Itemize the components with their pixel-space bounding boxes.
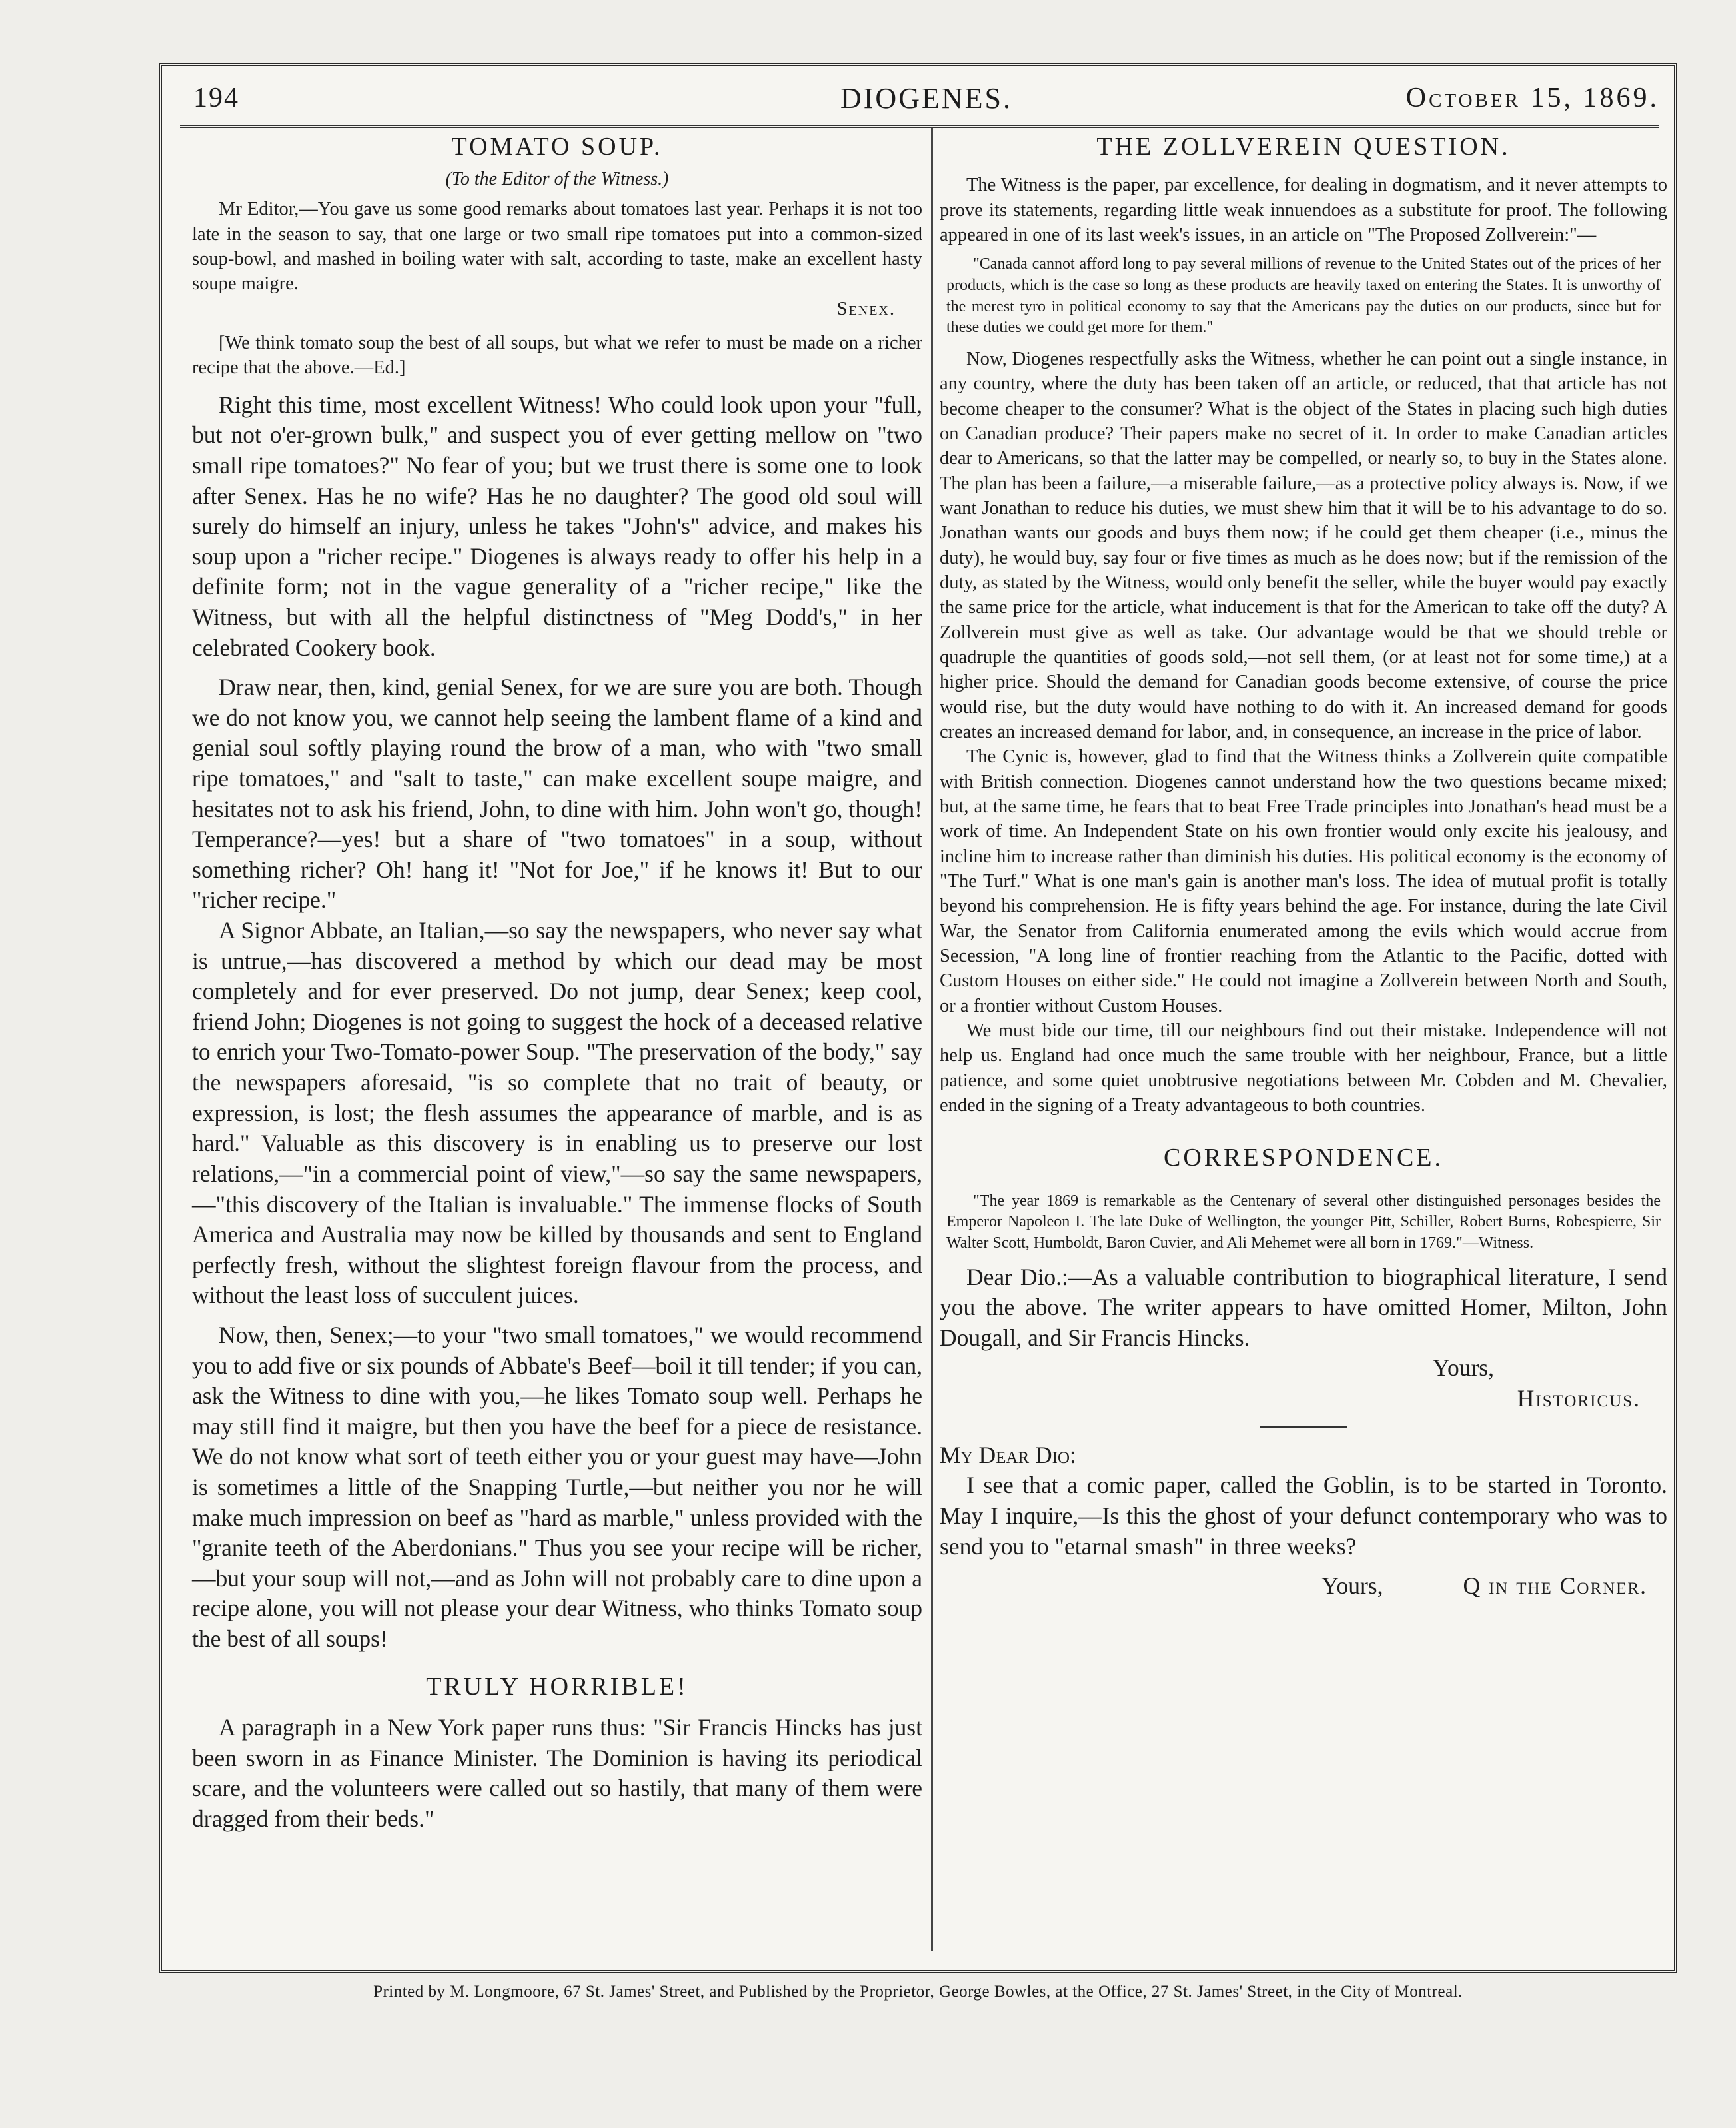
tomato-paragraph-3: A Signor Abbate, an Italian,—so say the newspapers, who never say what is untrue,—has discovered a method by which our dead may be most completely and for ever preserved. Do not jump, dear Senex; keep cool, friend John; Diogenes is not going to suggest the hock of a deceased relative to enrich your Two-Tomato-power Soup. "The preservation of the body," say the newspapers aforesaid, "is so complete that no trait of beauty, or expression, is lost; the flesh assumes the appearance of marble, and is as hard." Valuable as this discovery is in enabling us to preserve our lost relations,—"in a commercial point of view,"—so say the same newspapers,—"this discovery of the Italian is invaluable." The immense flocks of South America and Australia may now be killed by thousands and sent to England perfectly fresh, without the slightest foreign flavour from the process, and without the least loss of succulent juices. (192, 917, 922, 1309)
correspondence-quote: "The year 1869 is remarkable as the Centenary of several other distinguished personages besides the Emperor Napoleon I. The late Duke of Wellington, the younger Pitt, Schiller, Robert Burns, Robespierre, Sir Walter Scott, Humboldt, Baron Cuvier, and Ali Mehemet were all born in 1769."—Witness. (946, 1192, 1661, 1252)
historicus-signature: Historicus. (1517, 1385, 1641, 1412)
column-divider (931, 128, 933, 1951)
zollverein-quote: "Canada cannot afford long to pay several millions of revenue to the United States out of the prices of her products, which is the case so long as these products are heavily taxed on entering the States. It is unworthy of the merest tyro in political economy to say that the Americans pay the duties on our products, since but for these duties we could get more for them." (946, 255, 1661, 337)
truly-horrible-paragraph: A paragraph in a New York paper runs thus: "Sir Francis Hincks has just been sworn in as Finance Minister. The Dominion is having its periodical scare, and the volunteers were called out so hastily, that many of them were dragged from their beds." (192, 1714, 922, 1832)
editor-note: [We think tomato soup the best of all soups, but what we refer to must be made on a richer recipe that the above.—Ed.] (192, 333, 922, 379)
zollverein-paragraph-1: Now, Diogenes respectfully asks the Witness, whether he can point out a single instance, in any country, where the duty has been taken off an article, or reduced, that that article has not become cheaper to the consumer? What is the object of the States in placing such high duties on Canadian produce? Their papers make no secret of it. In order to make Canadian articles dear to Americans, so that the latter may be compelled, or nearly so, to buy in the States alone. The plan has been a failure,—a miserable failure,—as a protective policy always is. Now, if we want Jonathan to reduce his duties, we must shew him that it will be to his advantage to do so. Jonathan wants our goods and buys them now; if he could get them cheaper (i.e., minus the duty), he would buy, say four or five times as much as he does now; but if the remission of the duty, as stated by the Witness, would only benefit the seller, while the buyer would pay exactly the same price for the article, what inducement is that for the American to take off the duty? A Zollverein must give as well as take. Our advantage would be that we should treble or quadruple the quantities of goods sold,—not sell them, (or at least not for some time,) at a higher price. Should the demand for Canadian goods become extensive, of course the price would rise, but the duty would have nothing to do with it. An increased demand for goods creates an increased demand for labor, and, in consequence, an increase in the price of labor. (940, 349, 1667, 742)
q-close: Yours, (1321, 1572, 1383, 1599)
q-letter: I see that a comic paper, called the Goblin, is to be started in Toronto. May I inquire,—Is this the ghost of your defunct contemporary who was to send you to "etarnal smash" in three weeks? (940, 1472, 1667, 1560)
senex-letter: Mr Editor,—You gave us some good remarks about tomatoes last year. Perhaps it is not too late in the season to say, that one large or two small ripe tomatoes put into a common-sized soup-bowl, and mashed in boiling water with salt, according to taste, make an excellent hasty soupe maigre. (192, 199, 922, 295)
historicus-letter: Dear Dio.:—As a valuable contribution to biographical literature, I send you the above. The writer appears to have omitted Homer, Milton, John Dougall, and Sir Francis Hincks. (940, 1263, 1667, 1351)
q-closing (940, 1571, 1667, 1601)
page-header (193, 72, 1659, 124)
printer-imprint: Printed by M. Longmoore, 67 St. James' Street, and Published by the Proprietor, George Bowles, at the Office, 27 St. James' Street, in the City of Montreal. (373, 1983, 1463, 2001)
tomato-soup-subtitle: (To the Editor of the Witness.) (445, 169, 669, 190)
left-column (192, 131, 922, 1835)
header-rule (180, 125, 1659, 128)
issue-date: October 15, 1869. (1405, 83, 1659, 113)
zollverein-paragraph-3: We must bide our time, till our neighbours find out their mistake. Independence will not help us. England had once much the same trouble with her neighbour, France, but a little patience, and some quiet unobtrusive negotiations between Mr. Cobden and M. Chevalier, ended in the signing of a Treaty advantageous to both countries. (940, 1020, 1667, 1116)
zollverein-paragraph-2: The Cynic is, however, glad to find that the Witness thinks a Zollverein quite compatible with British connection. Diogenes cannot understand how the two questions became mixed; but, at the same time, he fears that to beat Free Trade principles into Jonathan's head must be a work of time. An Independent State on his own frontier would only excite his jealousy, and incline him to increase rather than diminish his duties. His political economy is the economy of "The Turf." What is one man's gain is another man's loss. The idea of mutual profit is totally beyond his comprehension. He is fifty years behind the age. For instance, during the late Civil War, the Senator from California enumerated among the evils which would accrue from Secession, "A long line of frontier reaching from the Atlantic to the Pacific, dotted with Custom Houses on either side." He could not imagine a Zollverein between North and South, or a frontier without Custom Houses. (940, 746, 1667, 1016)
zollverein-title: THE ZOLLVEREIN QUESTION. (1096, 133, 1511, 161)
correspondence-title: CORRESPONDENCE. (1164, 1144, 1443, 1172)
senex-signature: Senex. (836, 298, 896, 319)
letter-divider (1260, 1426, 1347, 1428)
tomato-paragraph-4: Now, then, Senex;—to your "two small tomatoes," we would recommend you to add five or six pounds of Abbate's Beef—boil it till tender; if you can, ask the Witness to dine with you,—he likes Tomato soup well. Perhaps he may still find it maigre, but then you have the beef for a piece de resistance. We do not know what sort of teeth either you or your guest may have—John is sometimes a little of the Snapping Turtle,—but neither you nor he will make much impression on beef as "hard as marble," unless provided with the "granite teeth of the Aberdonians." Thus you see your recipe will be richer,—but your soup will not,—and as John will not probably care to dine upon a recipe alone, you will not please your dear Witness, who thinks Tomato soup the best of all soups! (192, 1321, 922, 1653)
section-rule (1164, 1134, 1443, 1136)
right-column (940, 131, 1667, 1601)
tomato-soup-title: TOMATO SOUP. (451, 133, 663, 161)
q-signature: Q in the Corner. (1463, 1572, 1647, 1599)
masthead: DIOGENES. (840, 81, 1012, 115)
tomato-paragraph-2: Draw near, then, kind, genial Senex, for we are sure you are both. Though we do not know you, we cannot help seeing the lambent flame of a kind and genial soul softly playing round the brow of a man, who with "two small ripe tomatoes," and "salt to taste," can make excellent soupe maigre, and hesitates not to ask his friend, John, to dine with him. John won't go, though! Temperance?—yes! but a share of "two tomatoes" in a soup, without something richer? Oh! hang it! "Not for Joe," if he knows it! But to our "richer recipe." (192, 674, 922, 914)
zollverein-intro: The Witness is the paper, par excellence, for dealing in dogmatism, and it never attempts to prove its statements, regarding little weak innuendoes as a substitute for proof. The following appeared in one of its last week's issues, in an article on "The Proposed Zollverein:"— (940, 175, 1667, 246)
page-number: 194 (193, 83, 239, 113)
q-salutation: My Dear Dio: (940, 1441, 1076, 1468)
tomato-paragraph-1: Right this time, most excellent Witness! Who could look upon your "full, but not o'er-grown bulk," and suspect you of ever getting mellow on "two small ripe tomatoes?" No fear of you; but we trust there is some one to look after Senex. Has he no wife? Has he no daughter? The good old soul will surely do himself an injury, unless he takes "John's" advice, and makes his soup upon a "richer recipe." Diogenes is always ready to offer his help in a definite form; not in the vague generality of a "richer recipe," like the Witness, but with all the helpful distinctness of "Meg Dodd's," in her celebrated Cookery book. (192, 391, 922, 661)
historicus-close: Yours, (1432, 1354, 1494, 1382)
truly-horrible-title: TRULY HORRIBLE! (426, 1672, 688, 1701)
